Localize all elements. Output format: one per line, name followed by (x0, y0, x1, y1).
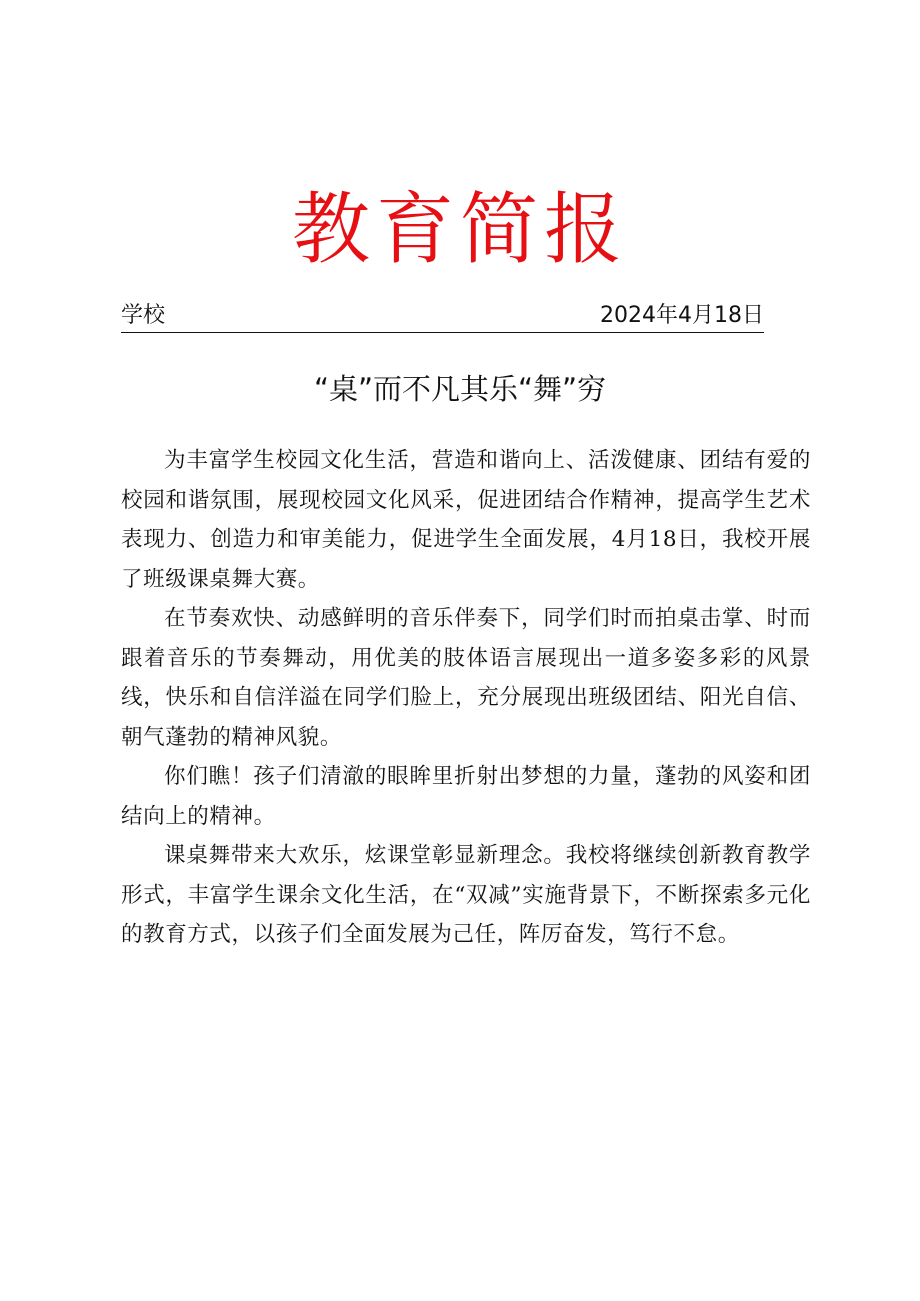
paragraph: 你们瞧！孩子们清澈的眼眸里折射出梦想的力量，蓬勃的风姿和团结向上的精神。 (121, 764, 811, 829)
paragraph: 在节奏欢快、动感鲜明的音乐伴奏下，同学们时而拍桌击掌、时而跟着音乐的节奏舞动，用优美的肢体语言展现出一道多姿多彩的风景线，快乐和自信洋溢在同学们脸上，充分展现出班级团结、阳光自信、朝气蓬勃的精神风貌。 (121, 606, 811, 750)
article-body (121, 441, 811, 955)
masthead-title: 教育简报 (291, 185, 628, 275)
issue-date: 2024年4月18日 (600, 303, 764, 328)
article-title: “桌”而不凡其乐“舞”穷 (313, 372, 607, 406)
school-label: 学校 (121, 303, 166, 328)
meta-line (121, 300, 764, 333)
paragraph: 为丰富学生校园文化生活，营造和谐向上、活泼健康、团结有爱的校园和谐氛围，展现校园文化风采，促进团结合作精神，提高学生艺术表现力、创造力和审美能力，促进学生全面发展，4月18日，我校开展了班级课桌舞大赛。 (121, 448, 811, 592)
paragraph: 课桌舞带来大欢乐，炫课堂彰显新理念。我校将继续创新教育教学形式，丰富学生课余文化生活，在“双减”实施背景下，不断探索多元化的教育方式，以孩子们全面发展为己任，阵厉奋发，笃行不怠。 (121, 843, 811, 947)
